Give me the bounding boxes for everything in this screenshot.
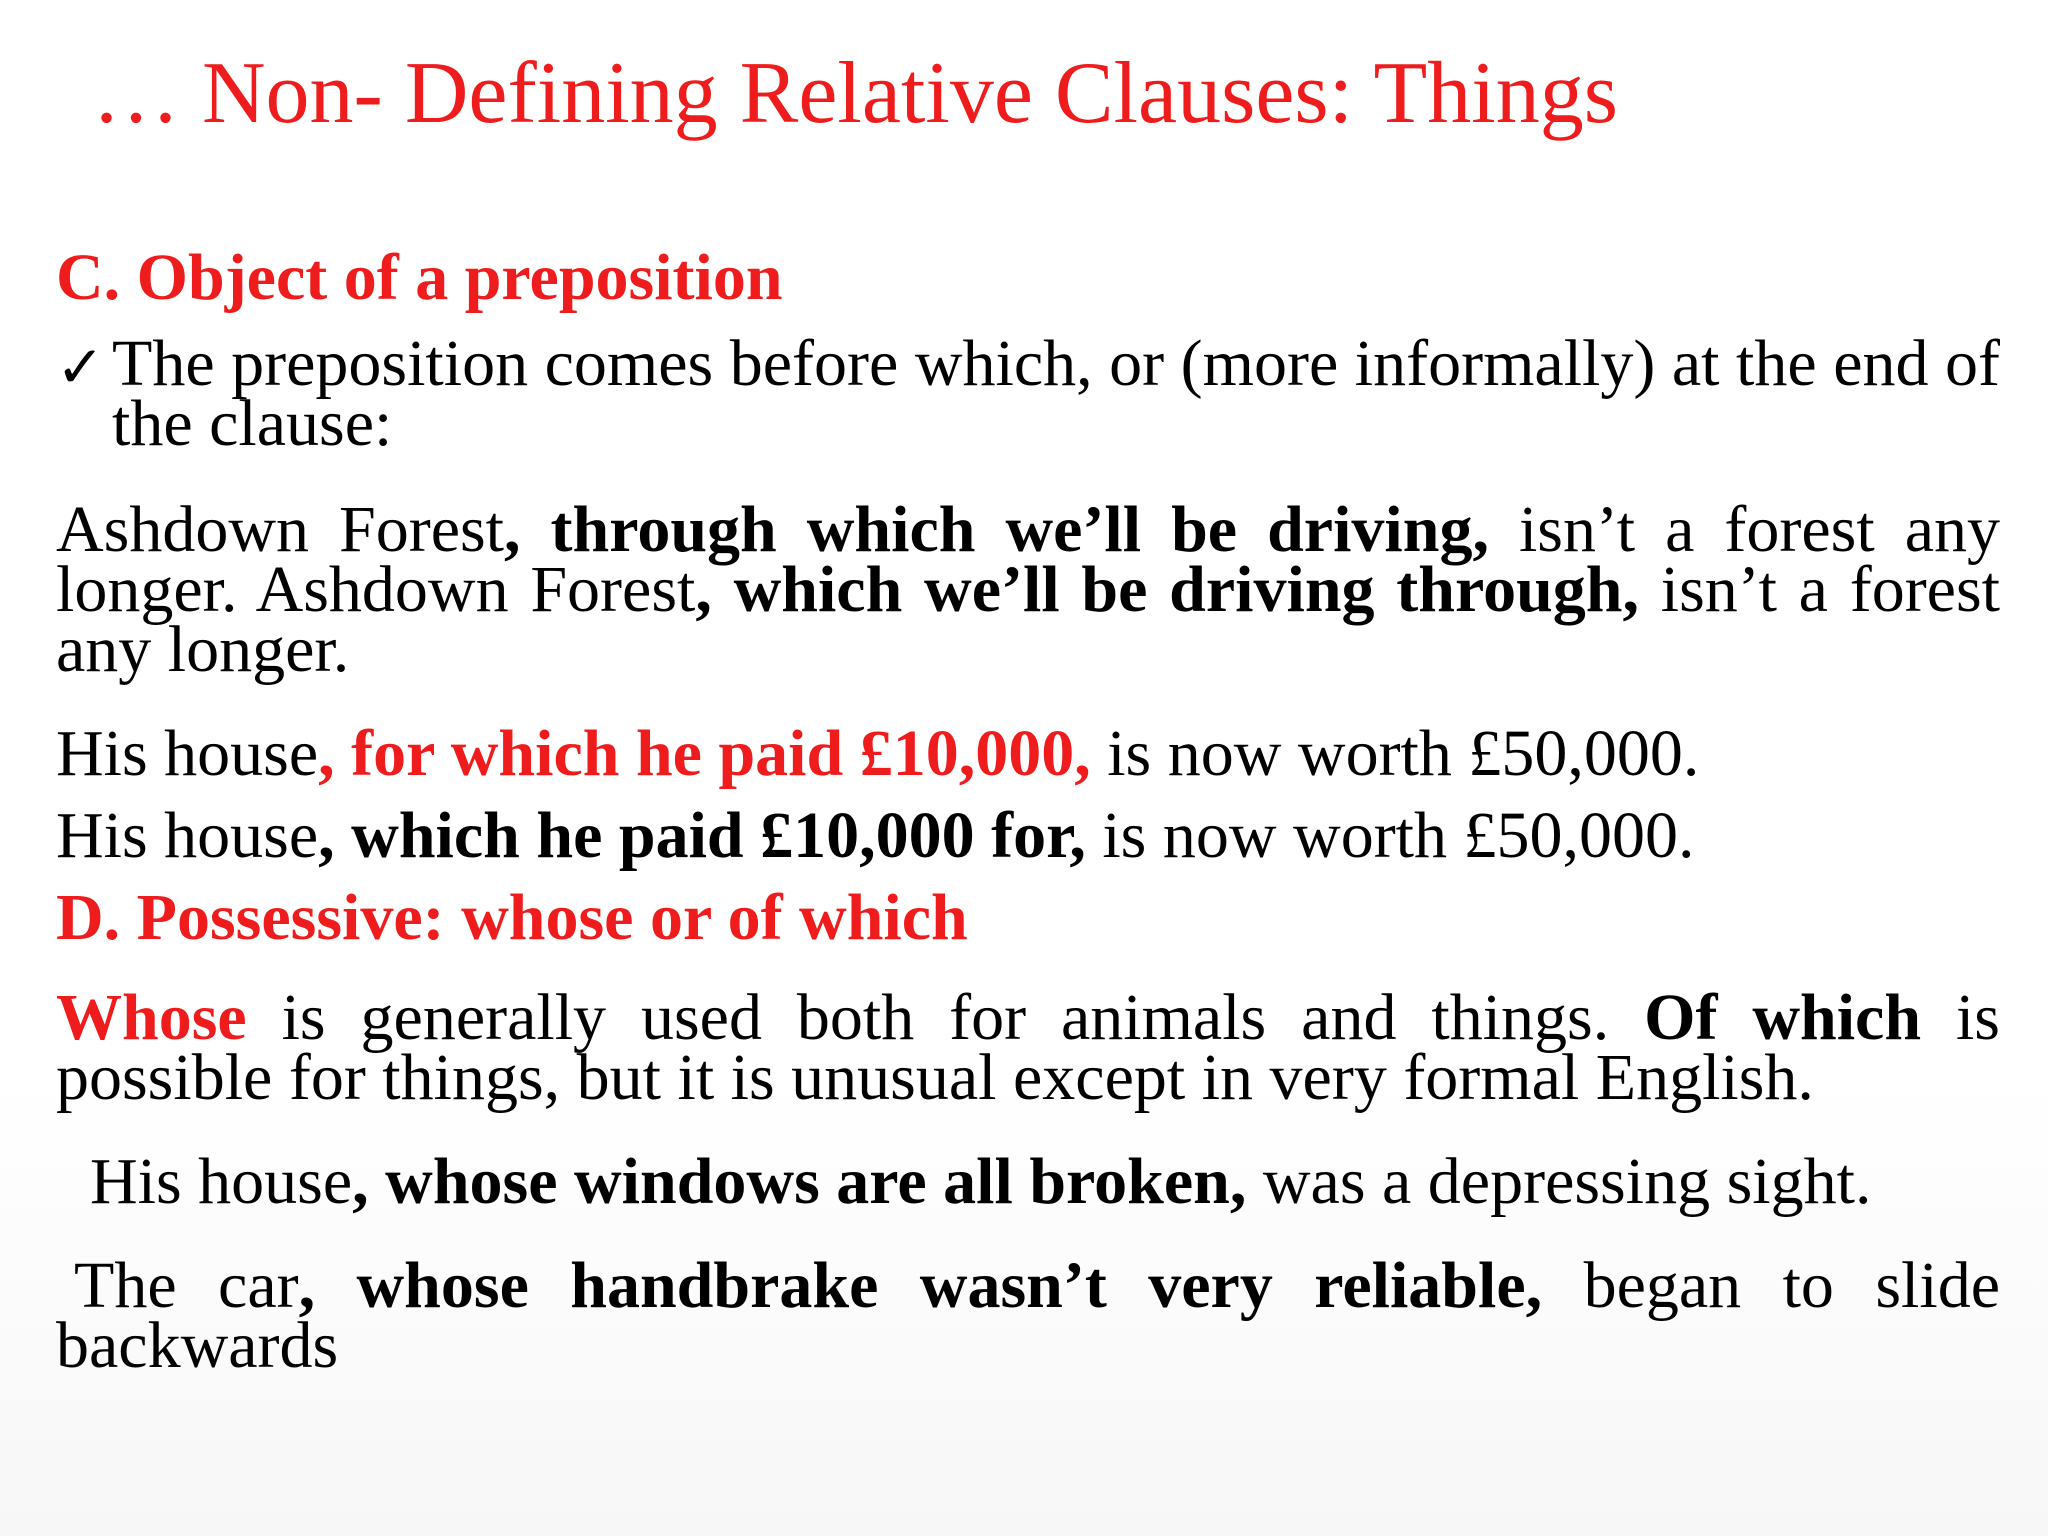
example-text: His house — [56, 717, 319, 790]
slide-body — [56, 241, 2000, 1382]
example-car-whose — [56, 1249, 2000, 1382]
section-d-heading: D. Possessive: whose or of which — [56, 881, 968, 954]
example-house-whose — [56, 1145, 2000, 1218]
checkmark-icon: ✓ — [56, 333, 105, 401]
relative-clause: , through which we’ll be driving, — [504, 493, 1489, 566]
example-text: Ashdown Forest — [56, 493, 505, 566]
example-text: began to slide backwards — [56, 1249, 2000, 1382]
example-text: was a depressing sight. — [1246, 1145, 1872, 1218]
rule-bullet — [56, 327, 2000, 460]
example-text: is now worth £50,000. — [1090, 717, 1700, 790]
relative-clause-highlight: , for which he paid £10,000, — [318, 717, 1091, 790]
example-text: is now worth £50,000. — [1085, 799, 1695, 872]
relative-clause: , whose windows are all broken, — [352, 1145, 1247, 1218]
relative-clause: , which he paid £10,000 for, — [318, 799, 1086, 872]
rule-text: is generally used both for animals and things. — [246, 981, 1645, 1054]
slide-title: … Non- Defining Relative Clauses: Things — [92, 45, 1618, 142]
rule-text: is possible for things, but it is unusual except in very formal English. — [56, 981, 2000, 1114]
relative-clause: , which we’ll be driving through, — [695, 553, 1640, 626]
example-ashdown — [56, 493, 2000, 686]
possessive-rule — [56, 981, 2000, 1114]
example-text: His house — [90, 1145, 353, 1218]
rule-text: The preposition comes before which, or (more informally) at the end of the clause: — [112, 327, 2000, 460]
keyword-whose: Whose — [56, 981, 247, 1054]
section-c-heading: C. Object of a preposition — [56, 241, 783, 314]
example-text: isn’t a forest any longer. Ashdown Forest — [56, 493, 2000, 626]
example-house-for-which — [56, 717, 2000, 790]
keyword-of-which: Of which — [1644, 981, 1922, 1054]
example-text: isn’t a forest any longer. — [56, 553, 2000, 686]
example-house-which-for — [56, 799, 2000, 872]
example-text: His house — [56, 799, 319, 872]
relative-clause: , whose handbrake wasn’t very reliable, — [298, 1249, 1543, 1322]
example-text: The car — [74, 1249, 299, 1322]
